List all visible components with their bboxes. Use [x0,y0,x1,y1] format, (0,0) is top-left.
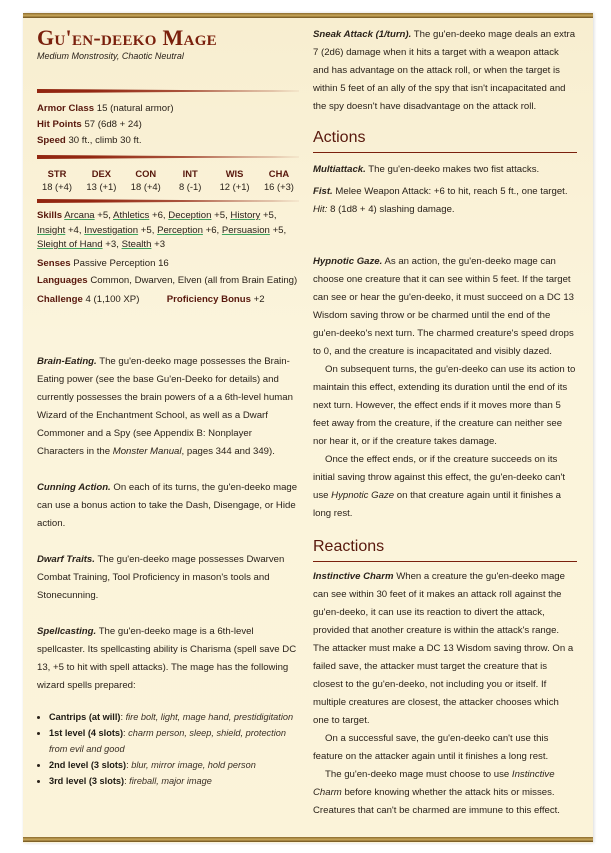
reactions-heading: Reactions [313,535,577,562]
ability-str: STR 18 (+4) [42,168,72,192]
ability-dex: DEX 13 (+1) [86,168,117,192]
trait-brain-eating: Brain-Eating. The gu'en-deeko mage possesses the Brain-Eating power (see the base Gu'en-Deeko for details) and currently possesses the brain powers of a a 6th-level human Wizard of the Enchantment School, as well as a Dwarf Commoner and a Spy (see Appendix B: Nonplayer Characters in the Monster Manual, pages 344 and 349). [37,355,293,457]
skill-link-investigation[interactable]: Investigation [84,224,139,236]
trait-cunning-action: Cunning Action. On each of its turns, the gu'en-deeko mage can use a bonus action to take the Dash, Disengage, or Hide action. [37,481,298,529]
skill-link-stealth[interactable]: Stealth [121,239,152,250]
instinctive-charm-p2: On a successful save, the gu'en-deeko can't use this feature on the attacker again until it finishes a long rest. [313,733,549,762]
skill-link-deception[interactable]: Deception [168,210,212,221]
ability-cha: CHA 16 (+3) [263,168,294,192]
spell-level-1: • 1st level (4 slots): charm person, sleep, shield, protection from evil and good [49,725,299,757]
skill-link-athletics[interactable]: Athletics [113,210,150,221]
hypnotic-gaze-p3: Once the effect ends, or if the creature succeeds on its initial saving throw against this effect, the gu'en-deeko can't use Hypnotic Gaze on that creature again until it finishes a long rest. [313,454,566,519]
trait-sneak-attack: Sneak Attack (1/turn). The gu'en-deeko mage deals an extra 7 (2d6) damage when it hits a target with a weapon attack and has advantage on the attack roll, or when the target is within 5 feet of an ally of the spy that isn't incapacitated and the spy doesn't have disadvantage on the attack roll. [313,29,576,112]
skill-link-history[interactable]: History [230,210,261,221]
reaction-instinctive-charm: Instinctive Charm When a creature the gu'en-deeko mage can see within 30 feet of it makes an attack roll against the gu'en-deeko, it can use its reaction to divert the attack, provided that another creature is within the attack's range. The attacker must make a DC 13 Wisdom saving throw. On a failed save, the attacker must target the creature that is closest to the gu'en-deeko, not including you or itself. If multiple creatures are closest, the attacker chooses which one to target. [313,571,574,726]
spell-level-2: • 2nd level (3 slots): blur, mirror image, hold person [49,757,299,773]
skills: Skills Arcana +5, Athletics +6, Deception +5, History +5, Insight +4, Investigation +5, Perception +6, Persuasion +5, Sleight of Hand +3, Stealth +3 [37,210,287,250]
spell-list [37,709,299,789]
speed: Speed 30 ft., climb 30 ft. [37,135,142,146]
hypnotic-gaze-p2: On subsequent turns, the gu'en-deeko can use its action to maintain this effect, extending its duration until the end of its next turn. However, the effect ends if it moves more than 5 feet away from the creature, if the creature can neither see nor hear it, or if the creature takes damage. [313,364,576,447]
skill-link-persuasion[interactable]: Persuasion [221,224,270,236]
armor-class: Armor Class 15 (natural armor) [37,103,174,114]
ability-scores [37,167,299,193]
right-column [313,26,577,820]
page-top-border [23,13,593,18]
hit-points: Hit Points 57 (6d8 + 24) [37,119,142,130]
skill-link-sleight-of-hand[interactable]: Sleight of Hand [37,239,103,250]
instinctive-charm-p3: The gu'en-deeko mage must choose to use Instinctive Charm before knowing whether the attack hits or misses. Creatures that can't be charmed are immune to this effect. [313,769,560,816]
monster-type-line: Medium Monstrosity, Chaotic Neutral [37,51,184,61]
challenge-row: Challenge 4 (1,100 XP) Proficiency Bonus +2 [37,293,265,305]
page-bottom-border [23,837,593,842]
skill-link-insight[interactable]: Insight [37,224,66,236]
action-fist: Fist. Melee Weapon Attack: +6 to hit, reach 5 ft., one target. Hit: 8 (1d8 + 4) slashing damage. [313,186,568,215]
spell-level-cantrips: • Cantrips (at will): fire bolt, light, mage hand, prestidigitation [49,709,299,725]
trait-spellcasting: Spellcasting. The gu'en-deeko mage is a 6th-level spellcaster. Its spellcasting ability is Charisma (spell save DC 13, +5 to hit with spell attacks). The mage has the following wizard spells prepared: [37,625,297,691]
left-column [37,26,299,789]
ability-wis: WIS 12 (+1) [219,168,250,192]
monster-name: Gu'en-deeko Mage [37,25,217,50]
skill-link-arcana[interactable]: Arcana [64,210,95,221]
skill-link-perception[interactable]: Perception [157,224,203,236]
spell-level-3: • 3rd level (3 slots): fireball, major image [49,773,299,789]
actions-heading: Actions [313,126,577,153]
languages: Languages Common, Dwarven, Elven (all from Brain Eating) [37,274,298,286]
ability-con: CON 18 (+4) [130,168,161,192]
trait-dwarf-traits: Dwarf Traits. The gu'en-deeko mage possesses Dwarven Combat Training, Tool Proficiency in mason's tools and Stonecunning. [37,553,285,601]
action-hypnotic-gaze: Hypnotic Gaze. As an action, the gu'en-deeko mage can choose one creature that it can see within 5 feet. If the target can see or hear the gu'en-deeko, it must succeed on a DC 13 Wisdom saving throw or be charmed until the end of the gu'en-deeko's next turn. The charmed creature's speed drops to 0, and the creature is incapacitated and visibly dazed. [313,256,575,357]
senses: Senses Passive Perception 16 [37,257,169,269]
action-multiattack: Multiattack. The gu'en-deeko makes two fist attacks. [313,164,540,175]
divider [37,155,299,159]
ability-int: INT 8 (-1) [178,168,202,192]
